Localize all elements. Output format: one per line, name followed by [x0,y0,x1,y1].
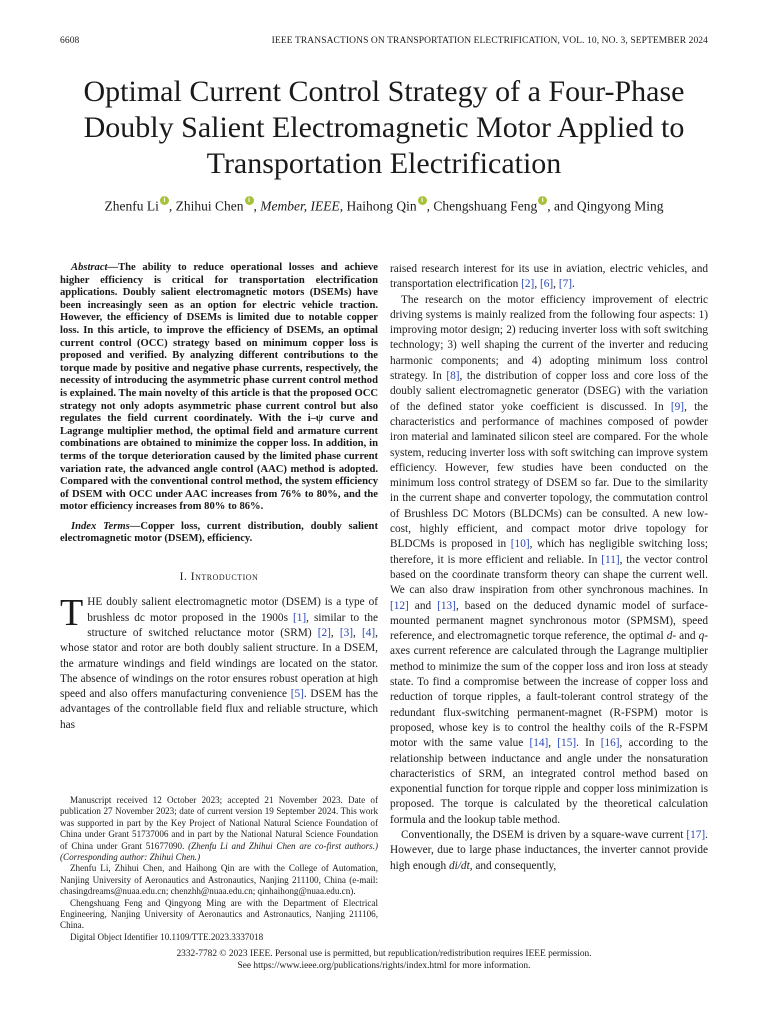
citation-link[interactable]: [2] [521,278,535,291]
citation-link[interactable]: [7] [558,278,572,291]
author-name: , Chengshuang Feng [426,198,538,214]
abstract-text: The ability to reduce operational losses and achieve higher efficiency is critical for transportation electrification applications. Doubly salient electromagnetic motors (DSEMs) have been increasingly seen as an option for electric vehicle traction. However, the efficiency of DSEMs is limited due to notable copper loss. In this article, to improve the efficiency of DSEMs, an optimal current control (OCC) strategy based on minimum copper loss is proposed and verified. By analyzing different contributions to the torque made by positive and negative phase currents, respectively, the necessity of introducing the asymmetric phase current control method is explained. The main novelty of this article is that the proposed OCC strategy not only adopts asymmetric phase current control but also regulates the field current coordinately. With the i–ψ curve and Lagrange multiplier method, the optimal field and armature current combinations are obtained to minimize the copper loss. In addition, in terms of the torque deterioration caused by the limited phase current variation rate, the advanced angle control (AAC) method is adopted. Compared with the conventional control method, the system efficiency of DSEM with OCC under AAC increases from 76% to 80%, and the motor efficiency increases from 80% to 86%. [60,262,378,513]
footnote-cofirst: (Zhenfu Li and Zhihui Chen are co-first authors.) (Corresponding author: Zhihui Chen.) [60,840,379,863]
body-text: , whose stator and rotor are both doubly salient structure. In a DSEM, the armature windings and field windings are located on the stator. The absence of windings on the rotor ensures robust operation at high speed and also offers manufacturing convenience [60,626,378,701]
body-text: , and consequently, [469,859,557,872]
footnote-manuscript [60,795,378,863]
body-text: - and [672,630,699,643]
citation-link[interactable]: [4] [361,626,376,639]
footnote-affiliation-2: Chengshuang Feng and Qingyong Ming are with the Department of Electrical Engineering, Nanjing University of Aeronautics and Astronautics, Nanjing 211106, China. [60,897,378,931]
citation-link[interactable]: [16] [600,737,620,750]
copyright-line: 2332-7782 © 2023 IEEE. Personal use is permitted, but republication/redistribution requires IEEE permission. [176,949,592,959]
author-name: , Haihong Qin [339,198,417,214]
index-terms-label: Index Terms— [71,520,141,532]
body-text: , according to the relationship between inductance and angle under the nonsaturation characteristics of SRM, an integrated control method based on exponential function for torque ripple and copper loss minimization is proposed. The torque is calculated by the theoretical calculation formula and the lookup table method. [390,737,709,826]
copyright-footer [60,948,708,972]
body-text: , [548,737,558,750]
body-text: , [330,626,340,639]
body-text: , the distribution of copper loss and core loss of the doubly salient electromagnetic generator (DSEG) with the variation of the defined stator yoke coefficient is discussed. In [390,370,708,413]
title-line-1: Optimal Current Control Strategy of a Four-Phase [83,75,685,108]
orcid-icon[interactable] [418,196,427,205]
citation-link[interactable]: [11] [601,553,620,566]
body-text: , the characteristics and performance of machines composed of powder iron material and laminated silicon steel are compared. For the whole system, reducing inverter loss with soft switching can improve system efficiency. However, few studies have been conducted on the minimum loss control strategy of DSEM so far. Due to the similarity in the current shape and converter topology, the commutation control of Brushless DC Motors (BLDCMs) can be consulted. A new low-cost, highly efficient, and compact motor drive topology for BLDCMs is proposed in [390,400,708,551]
index-terms [60,521,378,546]
orcid-icon[interactable] [160,196,169,205]
abstract-label: Abstract— [71,262,119,273]
page-number: 6608 [60,36,80,46]
footnote-text: Manuscript received 12 October 2023; accepted 21 November 2023. Date of publication 27 November 2023; date of current version 19 September 2024. This work was supported in part by the Key Project of National Natural Science Foundation of China under Grant 51737006 and in part by the National Natural Science Foundation of China under Grant 51677090. [60,795,378,851]
citation-link[interactable]: [10] [510,538,530,551]
body-text: . DSEM has the advantages of the controllable field flux and reliable structure, which has [60,688,379,731]
section-title: Introduction [190,571,259,584]
paper-title [60,74,708,182]
rights-line: See https://www.ieee.org/publications/rights/index.html for more information. [237,961,531,972]
citation-link[interactable]: [1] [292,611,307,624]
author-list: Zhenfu Lii , Zhihui Cheni , Member, IEEE, Haihong Qini , Chengshuang Fengi , and Qingyong Ming [60,196,708,216]
citation-link[interactable]: [15] [557,737,577,750]
citation-link[interactable]: [6] [539,278,554,291]
body-text: , [534,278,540,291]
footnote-affiliation-1: Zhenfu Li, Zhihui Chen, and Haihong Qin are with the College of Automation, Nanjing University of Aeronautics and Astronautics, Nanjing 211100, China (e-mail: chasingdreams@nuaa.edu.cn; chenzhh@nuaa.edu.cn; qinhaihong@nuaa.edu.cn). [60,863,378,897]
abstract [60,262,378,514]
body-text: -axes current reference are calculated through the Lagrange multiplier method to minimize the sum of the copper loss and iron loss at steady state. To find a compromise between the increase of copper loss and reduction of torque ripples, a fault-tolerant control strategy of the redundant flux-switching permanent-magnet (R-FSPM) motor is proposed, whose key is to control the healthy coils of the R-FSPM motor with the same value [390,630,708,750]
body-text: , the vector control based on the coordinate transform theory can shape the current well. We can also draw inspiration from other synchronous machines. In [390,553,709,597]
math-symbol: di/dt [449,859,470,872]
citation-link[interactable]: [9] [670,400,685,413]
body-text: . In [576,737,601,750]
body-text: . However, due to large phase inductances, the inverter cannot provide high enough [390,828,708,872]
body-text: Conventionally, the DSEM is driven by a square-wave current [401,828,687,841]
citation-link[interactable]: [14] [529,737,549,750]
body-text: , similar to the structure of switched reluctance motor (SRM) [87,611,378,639]
body-text: . [572,278,575,291]
left-column [60,262,378,733]
math-symbol: d [666,630,673,643]
section-heading [60,570,378,585]
title-line-2: Doubly Salient Electromagnetic Motor Applied to [83,111,685,144]
footnotes [60,795,378,943]
author-name: Zhenfu Li [104,198,159,214]
right-column [390,262,708,874]
drop-cap: T [60,592,84,635]
body-text: , [353,626,362,639]
section-number: I. [179,571,191,584]
citation-link[interactable]: [3] [339,626,354,639]
orcid-icon[interactable] [245,196,254,205]
body-text: The research on the motor efficiency improvement of electric driving systems is mainly realized from the following four aspects: 1) improving motor design; 2) reducing inverter loss with soft switching technology; 3) well shaping the current of the inverter and reducing harmonic components; and 4) adopting minimum loss control strategy. In [390,293,708,383]
citation-link[interactable]: [5] [290,688,304,701]
body-text: , based on the deduced dynamic model of surface-mounted permanent magnet synchronous motor (SPMSM), speed reference, and electromagnetic torque reference, the optimal [390,599,708,643]
member-title: Member, IEEE [260,198,340,214]
body-paragraph [390,293,708,828]
body-text: HE doubly salient electromagnetic motor (DSEM) is a type of brushless dc motor proposed in the 1900s [87,596,378,624]
author-name: , Zhihui Chen [168,198,244,214]
math-symbol: q [698,630,705,643]
body-paragraph [390,828,708,874]
journal-name: IEEE TRANSACTIONS ON TRANSPORTATION ELECTRIFICATION, VOL. 10, NO. 3, SEPTEMBER 2024 [271,36,708,46]
index-terms-text: Copper loss, current distribution, doubly salient electromagnetic motor (DSEM), efficiency. [60,520,378,545]
author-name: , and Qingyong Ming [547,198,664,214]
body-paragraph [390,262,708,293]
body-text: raised research interest for its use in aviation, electric vehicles, and transportation electrification [390,263,708,291]
body-text: , [553,278,559,291]
orcid-icon[interactable] [538,196,547,205]
citation-link[interactable]: [13] [437,599,456,612]
citation-link[interactable]: [8] [446,370,460,383]
body-text: and [408,599,438,612]
footnote-doi: Digital Object Identifier 10.1109/TTE.2023.3337018 [70,931,264,942]
body-text: , which has negligible switching loss; therefore, it is more efficient and reliable. In [390,538,709,566]
citation-link[interactable]: [17] [686,828,706,841]
citation-link[interactable]: [2] [317,626,331,639]
intro-paragraph [60,592,379,733]
title-line-3: Transportation Electrification [206,147,562,180]
citation-link[interactable]: [12] [390,599,409,612]
